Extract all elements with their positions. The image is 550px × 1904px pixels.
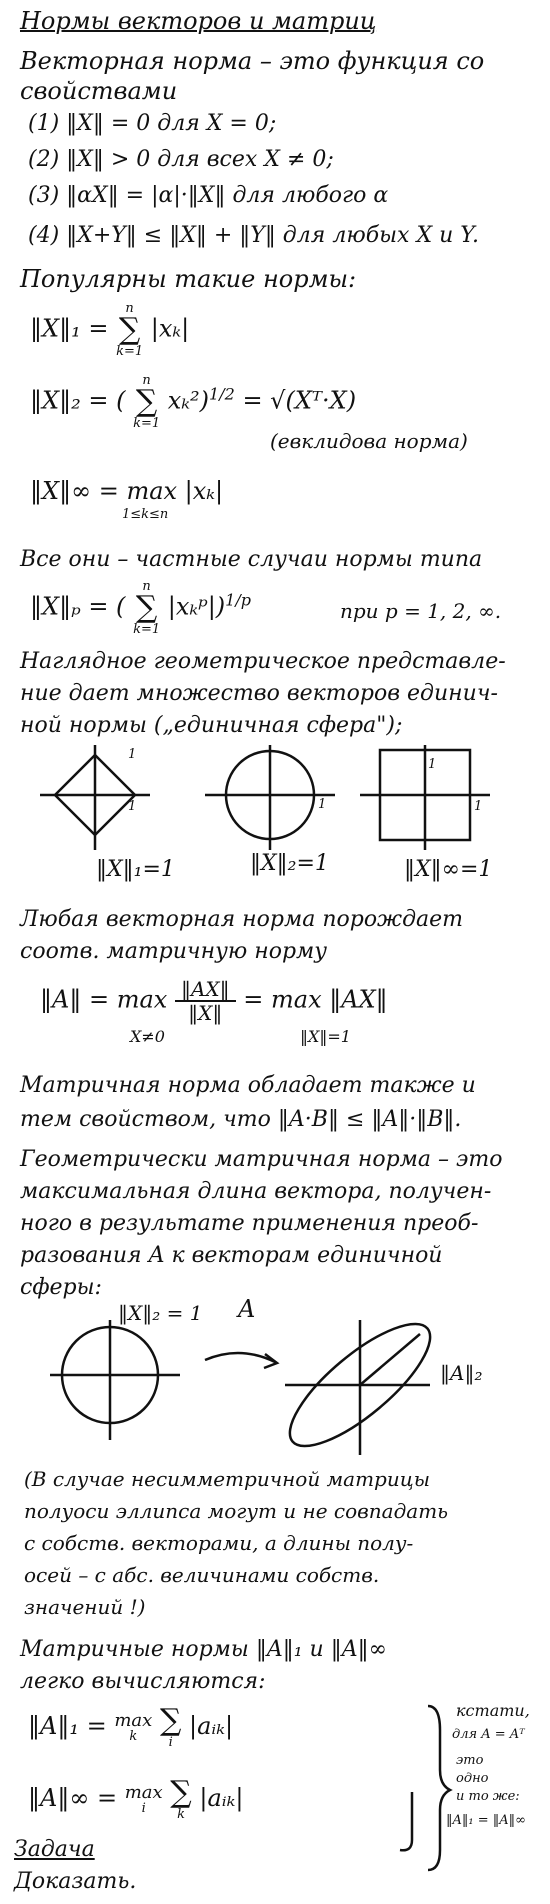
sigma-icon: ∑ xyxy=(135,590,158,625)
geommat-line-1: Геометрически матричная норма – это xyxy=(20,1147,503,1172)
special-cases: Все они – частные случаи нормы типа xyxy=(20,547,483,572)
sum-bottom: k=1 xyxy=(133,622,161,637)
induced-line-1: Любая векторная норма порождает xyxy=(20,907,464,932)
sum-top: n xyxy=(125,301,134,316)
norm1-lhs: ‖X‖₁ = xyxy=(30,314,109,343)
ellipse-label: ‖A‖₂ xyxy=(440,1361,483,1385)
sum-bottom: k=1 xyxy=(116,344,144,359)
circle-label: ‖X‖₂ = 1 xyxy=(118,1301,203,1325)
norm1-rhs: |xₖ| xyxy=(150,314,190,343)
map-label: A xyxy=(238,1295,256,1323)
norm2-exponent: 1/2 xyxy=(209,384,235,404)
property-number: (3) xyxy=(28,183,60,208)
norm2-body: xₖ²) xyxy=(167,386,210,415)
euclid-note: (евклидова норма) xyxy=(270,429,468,453)
sigma-icon: ∑ xyxy=(135,384,158,419)
normp-lhs: ‖X‖ₚ = ( xyxy=(30,592,126,621)
normp-condition: при p = 1, 2, ∞. xyxy=(340,599,502,623)
geommat-line-5: сферы: xyxy=(20,1275,102,1300)
diamond-mark-top: 1 xyxy=(128,747,137,762)
property-number: (2) xyxy=(28,147,60,172)
geommat-line-4: разования A к векторам единичной xyxy=(20,1243,443,1268)
note-line-5: значений !) xyxy=(24,1595,146,1619)
property-text: ‖X+Y‖ ≤ ‖X‖ + ‖Y‖ для любых X и Y. xyxy=(66,223,479,248)
intro-line-1: Векторная норма – это функция со xyxy=(20,47,485,75)
sum-top: n xyxy=(142,373,151,388)
sum-subscript: i xyxy=(168,1735,173,1750)
sum-top: n xyxy=(142,579,151,594)
sum-subscript: k xyxy=(177,1807,185,1822)
note-line-1: (В случае несимметричной матрицы xyxy=(24,1467,430,1491)
ainf-lhs: ‖A‖∞ = xyxy=(28,1784,118,1812)
a1-rhs: |aᵢₖ| xyxy=(189,1712,234,1740)
figure-label-1: ‖X‖₁=1 xyxy=(96,857,175,882)
side-note-3: это xyxy=(456,1753,484,1768)
mnorm-subscript-1: X≠0 xyxy=(130,1027,165,1046)
max-subscript: k xyxy=(129,1729,138,1744)
sigma-icon: ∑ xyxy=(159,1703,182,1738)
property-text: ‖X‖ > 0 для всех X ≠ 0; xyxy=(66,147,334,172)
property-text: ‖X‖ = 0 для X = 0; xyxy=(66,111,277,136)
side-note-5: и то же: xyxy=(456,1789,520,1804)
geom-line-3: ной нормы („единичная сфера"); xyxy=(20,713,403,738)
square-mark-right: 1 xyxy=(474,799,483,814)
induced-line-2: соотв. матричную норму xyxy=(20,939,328,964)
note-line-4: осей – с абс. величинами собств. xyxy=(24,1563,380,1587)
figure-label-2: ‖X‖₂=1 xyxy=(250,851,329,876)
mnorm-rhs: = max ‖AX‖ xyxy=(243,985,388,1014)
mnorm-lhs: ‖A‖ = max xyxy=(40,985,168,1014)
note-line-3: с собств. векторами, а длины полу- xyxy=(24,1531,414,1555)
sigma-icon: ∑ xyxy=(170,1775,192,1810)
sigma-icon: ∑ xyxy=(118,312,141,347)
task-heading: Задача xyxy=(14,1837,95,1862)
submult-line-2: тем свойством, что ‖A·B‖ ≤ ‖A‖·‖B‖. xyxy=(20,1107,462,1132)
side-note-6: ‖A‖₁ = ‖A‖∞ xyxy=(446,1813,526,1828)
sum-bottom: k=1 xyxy=(133,416,161,431)
mnorm-denominator: ‖X‖ xyxy=(188,1001,223,1025)
geom-line-1: Наглядное геометрическое представле- xyxy=(20,649,506,674)
side-note-1: кстати, xyxy=(456,1701,530,1720)
property-number: (4) xyxy=(28,223,60,248)
geom-line-2: ние дает множество векторов единич- xyxy=(20,681,498,706)
a1-lhs: ‖A‖₁ = xyxy=(28,1712,107,1740)
square-mark-top: 1 xyxy=(428,757,437,772)
normp-body: |xₖᵖ|) xyxy=(167,592,226,621)
geommat-line-3: ного в результате применения преоб- xyxy=(20,1211,479,1236)
circle-mark: 1 xyxy=(318,797,327,812)
max-text: max xyxy=(124,1782,163,1803)
figure-label-3: ‖X‖∞=1 xyxy=(404,857,493,882)
diamond-mark-right: 1 xyxy=(128,799,137,814)
easy-line-1: Матричные нормы ‖A‖₁ и ‖A‖∞ xyxy=(20,1637,387,1662)
task-text: Доказать. xyxy=(14,1869,137,1894)
page-title: Нормы векторов и матриц xyxy=(20,7,377,35)
geommat-line-2: максимальная длина вектора, получен- xyxy=(20,1179,492,1204)
mnorm-subscript-2: ‖X‖=1 xyxy=(300,1027,351,1046)
popular-heading: Популярны такие нормы: xyxy=(20,265,357,293)
intro-line-2: свойствами xyxy=(20,77,178,105)
submult-line-1: Матричная норма обладает также и xyxy=(20,1073,476,1098)
property-number: (1) xyxy=(28,111,60,136)
note-line-2: полуоси эллипса могут и не совпадать xyxy=(24,1499,449,1523)
side-note-4: одно xyxy=(456,1771,489,1786)
norminf-subscript: 1≤k≤n xyxy=(122,507,169,522)
ainf-rhs: |aᵢₖ| xyxy=(199,1784,244,1812)
mnorm-numerator: ‖AX‖ xyxy=(175,978,236,1002)
property-text: ‖αX‖ = |α|·‖X‖ для любого α xyxy=(66,183,389,208)
max-text: max xyxy=(114,1710,153,1731)
norminf-formula: ‖X‖∞ = max |xₖ| xyxy=(30,477,224,505)
norm2-rhs: = √(Xᵀ·X) xyxy=(242,386,357,415)
max-subscript: i xyxy=(141,1801,146,1816)
side-note-2: для A = Aᵀ xyxy=(452,1727,525,1742)
easy-line-2: легко вычисляются: xyxy=(20,1669,266,1694)
normp-exponent: 1/p xyxy=(225,590,251,610)
norm2-lhs: ‖X‖₂ = ( xyxy=(30,386,126,415)
